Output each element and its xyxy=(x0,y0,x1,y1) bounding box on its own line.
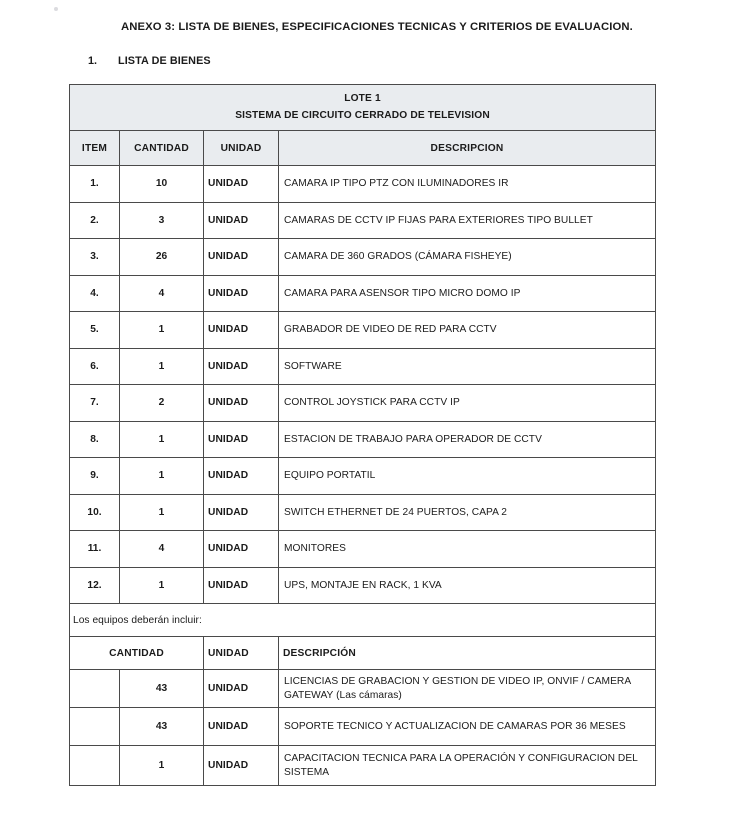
lote-title-row xyxy=(70,85,656,131)
cell-sub-unidad: UNIDAD xyxy=(204,670,279,708)
cell-sub-blank xyxy=(70,746,120,786)
cell-descripcion: EQUIPO PORTATIL xyxy=(279,458,656,495)
table-row xyxy=(70,202,656,239)
cell-item: 10. xyxy=(70,494,120,531)
cell-unidad: UNIDAD xyxy=(204,202,279,239)
table-row xyxy=(70,421,656,458)
sub-column-header-cantidad: CANTIDAD xyxy=(70,637,204,670)
table-row xyxy=(70,348,656,385)
cell-unidad: UNIDAD xyxy=(204,385,279,422)
note-row xyxy=(70,604,656,637)
section-number: 1. xyxy=(88,55,98,67)
cell-sub-descripcion: SOPORTE TECNICO Y ACTUALIZACION DE CAMARAS POR 36 MESES xyxy=(279,708,656,746)
cell-cantidad: 1 xyxy=(120,312,204,349)
cell-cantidad: 1 xyxy=(120,494,204,531)
lote-system-name: SISTEMA DE CIRCUITO CERRADO DE TELEVISION xyxy=(235,110,490,121)
cell-unidad: UNIDAD xyxy=(204,421,279,458)
cell-sub-cantidad: 1 xyxy=(120,746,204,786)
cell-item: 6. xyxy=(70,348,120,385)
cell-descripcion: CAMARAS DE CCTV IP FIJAS PARA EXTERIORES TIPO BULLET xyxy=(279,202,656,239)
table-row xyxy=(70,385,656,422)
table-row xyxy=(70,567,656,604)
cell-unidad: UNIDAD xyxy=(204,312,279,349)
cell-unidad: UNIDAD xyxy=(204,567,279,604)
cell-sub-unidad: UNIDAD xyxy=(204,708,279,746)
sub-table-row xyxy=(70,746,656,786)
cell-item: 9. xyxy=(70,458,120,495)
cell-descripcion: CAMARA IP TIPO PTZ CON ILUMINADORES IR xyxy=(279,166,656,203)
table-row xyxy=(70,531,656,568)
column-header-item: ITEM xyxy=(70,131,120,166)
cell-descripcion: SOFTWARE xyxy=(279,348,656,385)
lote-number: LOTE 1 xyxy=(344,93,381,104)
equipment-note: Los equipos deberán incluir: xyxy=(70,604,656,637)
sub-column-header-unidad: UNIDAD xyxy=(204,637,279,670)
section-heading: LISTA DE BIENES xyxy=(118,55,211,67)
cell-cantidad: 1 xyxy=(120,458,204,495)
cell-unidad: UNIDAD xyxy=(204,166,279,203)
cell-descripcion: SWITCH ETHERNET DE 24 PUERTOS, CAPA 2 xyxy=(279,494,656,531)
cell-unidad: UNIDAD xyxy=(204,458,279,495)
cell-cantidad: 4 xyxy=(120,275,204,312)
cell-cantidad: 1 xyxy=(120,567,204,604)
sub-table-row xyxy=(70,708,656,746)
column-header-unidad: UNIDAD xyxy=(204,131,279,166)
cell-cantidad: 1 xyxy=(120,421,204,458)
goods-list-table-wrapper xyxy=(69,84,655,786)
cell-sub-unidad: UNIDAD xyxy=(204,746,279,786)
table-row xyxy=(70,239,656,276)
cell-unidad: UNIDAD xyxy=(204,239,279,276)
cell-sub-blank xyxy=(70,670,120,708)
cell-sub-cantidad: 43 xyxy=(120,670,204,708)
table-row xyxy=(70,458,656,495)
cell-sub-blank xyxy=(70,708,120,746)
lote-title-cell xyxy=(70,85,656,131)
cell-item: 7. xyxy=(70,385,120,422)
cell-cantidad: 1 xyxy=(120,348,204,385)
cell-cantidad: 2 xyxy=(120,385,204,422)
column-header-descripcion: DESCRIPCION xyxy=(279,131,656,166)
cell-item: 2. xyxy=(70,202,120,239)
cell-descripcion: CAMARA PARA ASENSOR TIPO MICRO DOMO IP xyxy=(279,275,656,312)
table-header-row xyxy=(70,131,656,166)
cell-descripcion: MONITORES xyxy=(279,531,656,568)
cell-item: 3. xyxy=(70,239,120,276)
cell-sub-descripcion: CAPACITACION TECNICA PARA LA OPERACIÓN Y CONFIGURACION DEL SISTEMA xyxy=(279,746,656,786)
goods-list-table xyxy=(69,84,656,786)
table-row xyxy=(70,312,656,349)
sub-table-row xyxy=(70,670,656,708)
cell-item: 1. xyxy=(70,166,120,203)
cell-descripcion: CONTROL JOYSTICK PARA CCTV IP xyxy=(279,385,656,422)
cell-sub-descripcion: LICENCIAS DE GRABACION Y GESTION DE VIDEO IP, ONVIF / CAMERA GATEWAY (Las cámaras) xyxy=(279,670,656,708)
scan-artifact-speck xyxy=(54,7,58,11)
cell-item: 12. xyxy=(70,567,120,604)
cell-descripcion: ESTACION DE TRABAJO PARA OPERADOR DE CCTV xyxy=(279,421,656,458)
sub-table-header-row xyxy=(70,637,656,670)
table-row xyxy=(70,166,656,203)
table-row xyxy=(70,275,656,312)
cell-unidad: UNIDAD xyxy=(204,348,279,385)
cell-descripcion: CAMARA DE 360 GRADOS (CÁMARA FISHEYE) xyxy=(279,239,656,276)
cell-unidad: UNIDAD xyxy=(204,494,279,531)
cell-cantidad: 10 xyxy=(120,166,204,203)
document-title: ANEXO 3: LISTA DE BIENES, ESPECIFICACIONES TECNICAS Y CRITERIOS DE EVALUACION. xyxy=(121,21,633,33)
cell-unidad: UNIDAD xyxy=(204,531,279,568)
cell-cantidad: 3 xyxy=(120,202,204,239)
cell-item: 11. xyxy=(70,531,120,568)
cell-cantidad: 26 xyxy=(120,239,204,276)
cell-item: 4. xyxy=(70,275,120,312)
table-row xyxy=(70,494,656,531)
column-header-cantidad: CANTIDAD xyxy=(120,131,204,166)
cell-cantidad: 4 xyxy=(120,531,204,568)
cell-descripcion: GRABADOR DE VIDEO DE RED PARA CCTV xyxy=(279,312,656,349)
cell-sub-cantidad: 43 xyxy=(120,708,204,746)
sub-column-header-descripcion: DESCRIPCIÓN xyxy=(279,637,656,670)
cell-unidad: UNIDAD xyxy=(204,275,279,312)
cell-descripcion: UPS, MONTAJE EN RACK, 1 KVA xyxy=(279,567,656,604)
cell-item: 8. xyxy=(70,421,120,458)
cell-item: 5. xyxy=(70,312,120,349)
